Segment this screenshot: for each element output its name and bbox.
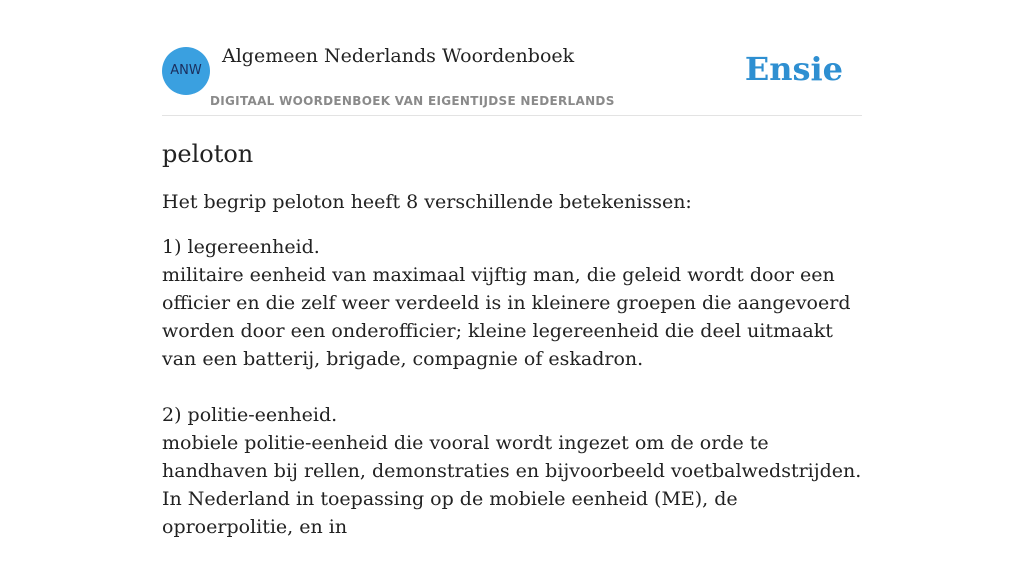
site-subtitle: DIGITAAL WOORDENBOEK VAN EIGENTIJDSE NEDERLANDS xyxy=(210,94,615,108)
meaning-list xyxy=(162,233,862,541)
site-title[interactable]: Algemeen Nederlands Woordenboek xyxy=(222,45,575,67)
meaning-note: In Nederland in toepassing op de mobiele eenheid (ME), de oproerpolitie, en in xyxy=(162,488,738,538)
entry-headword: peloton xyxy=(162,140,254,168)
meaning-item xyxy=(162,233,862,373)
anw-logo[interactable]: ANW xyxy=(162,47,210,95)
meaning-definition: militaire eenheid van maximaal vijftig man, die geleid wordt door een officier en die zelf weer verdeeld is in kleinere groepen die aangevoerd worden door een onderofficier; kleine legereenheid die deel uitmaakt van een batterij, brigade, compagnie of eskadron. xyxy=(162,264,851,370)
meaning-title: 2) politie-eenheid. xyxy=(162,404,338,426)
meaning-definition: mobiele politie-eenheid die vooral wordt ingezet om de orde te handhaven bij rellen, demonstraties en bijvoorbeeld voetbalwedstrijden. xyxy=(162,432,862,482)
meaning-title: 1) legereenheid. xyxy=(162,236,320,258)
meaning-item xyxy=(162,401,862,541)
header-divider xyxy=(162,115,862,116)
entry-intro: Het begrip peloton heeft 8 verschillende betekenissen: xyxy=(162,191,692,213)
entry-content xyxy=(162,136,862,569)
ensie-brand-link[interactable]: Ensie xyxy=(744,50,843,88)
